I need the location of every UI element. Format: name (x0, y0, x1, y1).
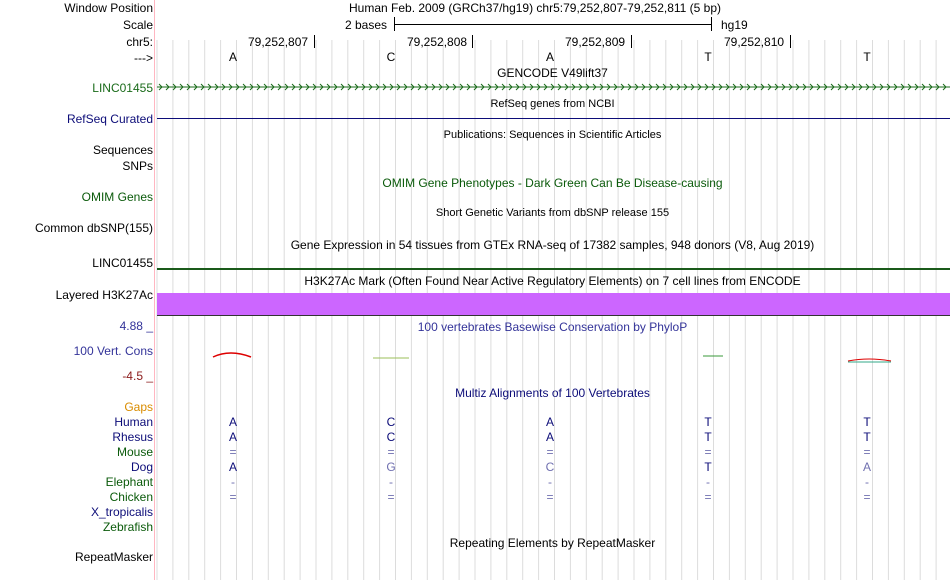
h3k27ac-track-title[interactable]: H3K27Ac Mark (Often Found Near Active Regulatory Elements) on 7 cell lines from ENCODE (304, 274, 801, 288)
alignment-base: - (865, 475, 869, 489)
assembly-label: hg19 (721, 18, 748, 32)
chrom-label: chr5: (126, 35, 153, 49)
alignment-base: A (862, 460, 871, 474)
gtex-gene-line[interactable] (157, 268, 950, 270)
refseq-label[interactable]: RefSeq Curated (66, 112, 153, 126)
alignment-base: T (863, 415, 871, 429)
position-1: 79,252,807 (248, 35, 309, 49)
gencode-gene-label[interactable]: LINC01455 (92, 81, 153, 95)
species-label[interactable]: Mouse (116, 445, 153, 459)
position-3: 79,252,809 (565, 35, 626, 49)
omim-label[interactable]: OMIM Genes (81, 190, 153, 204)
phylop-signal[interactable] (155, 345, 950, 370)
dbsnp-track-title[interactable]: Short Genetic Variants from dbSNP release 155 (435, 207, 670, 219)
alignment-base: = (229, 445, 237, 459)
alignment-base: A (545, 415, 554, 429)
phylop-track-title[interactable]: 100 vertebrates Basewise Conservation by PhyloP (417, 320, 688, 334)
scale-bar-left-tick (394, 17, 395, 31)
species-label[interactable]: Zebrafish (102, 520, 153, 534)
multiz-track-title[interactable]: Multiz Alignments of 100 Vertebrates (455, 386, 650, 400)
alignment-base: G (386, 460, 396, 474)
position-1-tick (314, 35, 315, 48)
repeatmasker-label[interactable]: RepeatMasker (74, 550, 153, 564)
h3k27ac-label[interactable]: Layered H3K27Ac (55, 288, 153, 302)
alignment-base: = (546, 490, 554, 504)
position-2-tick (472, 35, 473, 48)
alignment-base: = (704, 490, 712, 504)
window-position-label: Window Position (64, 1, 153, 15)
position-3-tick (631, 35, 632, 48)
species-label[interactable]: Rhesus (112, 430, 153, 444)
refseq-gene-line[interactable] (157, 118, 950, 119)
scale-bar-right-tick (711, 17, 712, 31)
alignment-base: T (704, 415, 712, 429)
ruler-base: A (545, 50, 554, 64)
alignment-base: C (386, 430, 396, 444)
alignment-base: = (863, 445, 871, 459)
gtex-track-title[interactable]: Gene Expression in 54 tissues from GTEx RNA-seq of 17382 samples, 948 donors (V8, Aug 2019) (290, 238, 815, 252)
phylop-min-label: -4.5 _ (122, 369, 153, 383)
alignment-base: T (863, 430, 871, 444)
alignment-base: A (545, 430, 554, 444)
scale-bar (394, 24, 711, 25)
position-4-tick (790, 35, 791, 48)
gaps-label[interactable]: Gaps (124, 400, 153, 414)
h3k27ac-signal[interactable] (157, 293, 950, 315)
scale-label: Scale (122, 18, 153, 32)
alignment-base: = (546, 445, 554, 459)
repeatmasker-track-title[interactable]: Repeating Elements by RepeatMasker (449, 536, 656, 550)
alignment-base: T (704, 430, 712, 444)
alignment-base: C (545, 460, 555, 474)
species-label[interactable]: Chicken (109, 490, 153, 504)
alignment-base: = (229, 490, 237, 504)
gencode-gene-feature[interactable] (155, 80, 950, 94)
alignment-base: - (706, 475, 710, 489)
alignment-base: - (389, 475, 393, 489)
alignment-base: A (228, 415, 237, 429)
refseq-track-title[interactable]: RefSeq genes from NCBI (490, 98, 615, 110)
alignment-base: = (387, 490, 395, 504)
strand-label: ---> (134, 51, 153, 65)
position-4: 79,252,810 (724, 35, 785, 49)
alignment-base: = (387, 445, 395, 459)
alignment-base: - (548, 475, 552, 489)
gtex-gene-label[interactable]: LINC01455 (92, 256, 153, 270)
alignment-base: C (386, 415, 396, 429)
species-label[interactable]: Elephant (105, 475, 153, 489)
alignment-base: = (863, 490, 871, 504)
alignment-base: A (228, 430, 237, 444)
sequences-label[interactable]: Sequences (92, 143, 153, 157)
ruler-base: C (386, 50, 396, 64)
snps-label[interactable]: SNPs (122, 159, 153, 173)
alignment-base: T (704, 460, 712, 474)
species-label[interactable]: Dog (130, 460, 153, 474)
phylop-label[interactable]: 100 Vert. Cons (73, 344, 153, 358)
h3k27ac-baseline (157, 315, 950, 316)
position-2: 79,252,808 (407, 35, 468, 49)
phylop-max-label: 4.88 _ (119, 319, 153, 333)
species-label[interactable]: X_tropicalis (90, 505, 153, 519)
dbsnp-label[interactable]: Common dbSNP(155) (34, 221, 153, 235)
gencode-track-title[interactable]: GENCODE V49lift37 (497, 66, 608, 80)
ruler-base: T (704, 50, 712, 64)
window-position-value: Human Feb. 2009 (GRCh37/hg19) chr5:79,252,807-79,252,811 (5 bp) (349, 1, 722, 15)
alignment-base: A (228, 460, 237, 474)
alignment-base: - (231, 475, 235, 489)
ruler-base: A (228, 50, 237, 64)
ruler-base: T (863, 50, 871, 64)
scale-value: 2 bases (345, 18, 388, 32)
alignment-base: = (704, 445, 712, 459)
publications-track-title[interactable]: Publications: Sequences in Scientific Articles (443, 129, 662, 141)
species-label[interactable]: Human (114, 415, 153, 429)
omim-track-title[interactable]: OMIM Gene Phenotypes - Dark Green Can Be Disease-causing (382, 176, 723, 190)
